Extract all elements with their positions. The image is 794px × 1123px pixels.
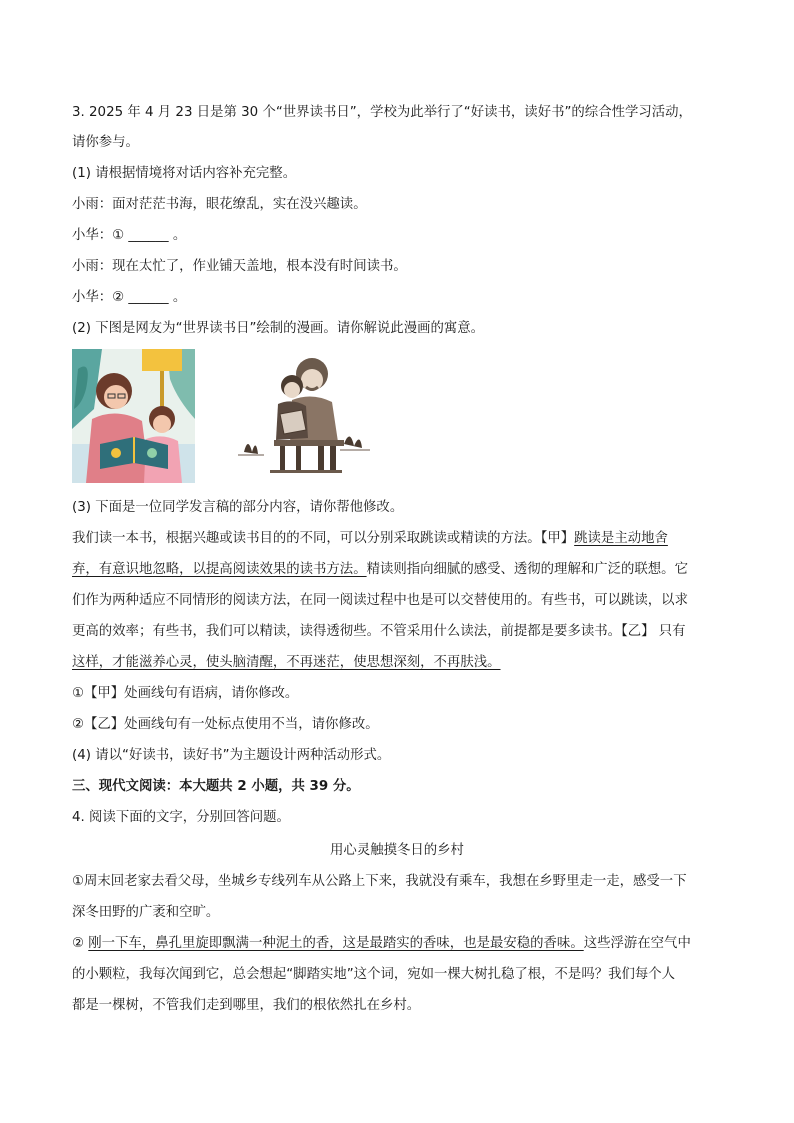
dialog-line: 小华：② ______ 。 xyxy=(72,290,187,305)
speech-line xyxy=(72,653,732,673)
dialog-line: 小雨：面对茫茫书海，眼花缭乱，实在没兴趣读。 xyxy=(72,197,367,212)
q3-part3-title: (3) 下面是一位同学发言稿的部分内容，请你帮他修改。 xyxy=(72,500,404,515)
article-paragraph-line: ①周末回老家去看父母，坐城乡专线列车从公路上下来，我就没有乘车，我想在乡野里走一走，感受一下 xyxy=(72,874,687,889)
q3-intro-line-2: 请你参与。 xyxy=(72,135,139,150)
q3-sub-question-2: ②【乙】处画线句有一处标点使用不当，请你修改。 xyxy=(72,717,379,732)
article-paragraph-line: 的小颗粒，我每次闻到它，总会想起“脚踏实地”这个词，宛如一棵大树扎稳了根，不是吗？我们每个人 xyxy=(72,967,676,982)
cartoon-sepia-image xyxy=(234,352,374,478)
dialog-line: 小华：① ______ 。 xyxy=(72,228,187,243)
speech-line xyxy=(72,529,732,549)
article-text: 这些浮游在空气中 xyxy=(583,936,691,951)
speech-underlined-yi: 这样，才能滋养心灵，使头脑清醒，不再迷茫，使思想深刻，不再肤浅。 xyxy=(72,655,501,670)
q3-intro-line-1: 3. 2025 年 4 月 23 日是第 30 个“世界读书日”，学校为此举行了“好读书，读好书”的综合性学习活动， xyxy=(72,105,692,120)
cartoon-sepia-illustration xyxy=(234,352,374,478)
speech-text: 精读则指向细腻的感受、透彻的理解和广泛的联想。它 xyxy=(366,562,688,577)
speech-line: 们作为两种适应不同情形的阅读方法，在同一阅读过程中也是可以交替使用的。有些书，可以跳读，以求 xyxy=(72,593,688,608)
article-paragraph-line: 深冬田野的广袤和空旷。 xyxy=(72,905,220,920)
dialog-line: 小雨：现在太忙了，作业铺天盖地，根本没有时间读书。 xyxy=(72,259,407,274)
article-paragraph-line: 都是一棵树，不管我们走到哪里，我们的根依然扎在乡村。 xyxy=(72,998,421,1013)
article-underlined-sentence: 刚一下车，鼻孔里旋即飘满一种泥土的香，这是最踏实的香味，也是最安稳的香味。 xyxy=(88,936,584,951)
cartoon-color-image xyxy=(72,349,195,483)
speech-line xyxy=(72,560,732,580)
article-paragraph-line xyxy=(72,934,732,954)
paragraph-number: ② xyxy=(72,936,89,951)
speech-line: 更高的效率；有些书，我们可以精读，读得透彻些。不管采用什么读法，前提都是要多读书。【乙】 只有 xyxy=(72,624,686,639)
article-title: 用心灵触摸冬日的乡村 xyxy=(330,843,464,858)
cartoon-color-illustration xyxy=(72,349,195,483)
q3-part1-title: (1) 请根据情境将对话内容补充完整。 xyxy=(72,166,297,181)
q4-intro: 4. 阅读下面的文字，分别回答问题。 xyxy=(72,810,290,825)
q3-part4-title: (4) 请以“好读书，读好书”为主题设计两种活动形式。 xyxy=(72,748,391,763)
speech-underlined-jia: 跳读是主动地舍 xyxy=(574,531,668,546)
speech-text: 我们读一本书，根据兴趣或读书目的的不同，可以分别采取跳读或精读的方法。【甲】 xyxy=(72,531,575,546)
section-heading: 三、现代文阅读：本大题共 2 小题，共 39 分。 xyxy=(72,779,360,794)
q3-sub-question-1: ①【甲】处画线句有语病，请你修改。 xyxy=(72,686,299,701)
q3-part2-title: (2) 下图是网友为“世界读书日”绘制的漫画。请你解说此漫画的寓意。 xyxy=(72,321,485,336)
speech-underlined-jia: 弃，有意识地忽略，以提高阅读效果的读书方法。 xyxy=(72,562,367,577)
